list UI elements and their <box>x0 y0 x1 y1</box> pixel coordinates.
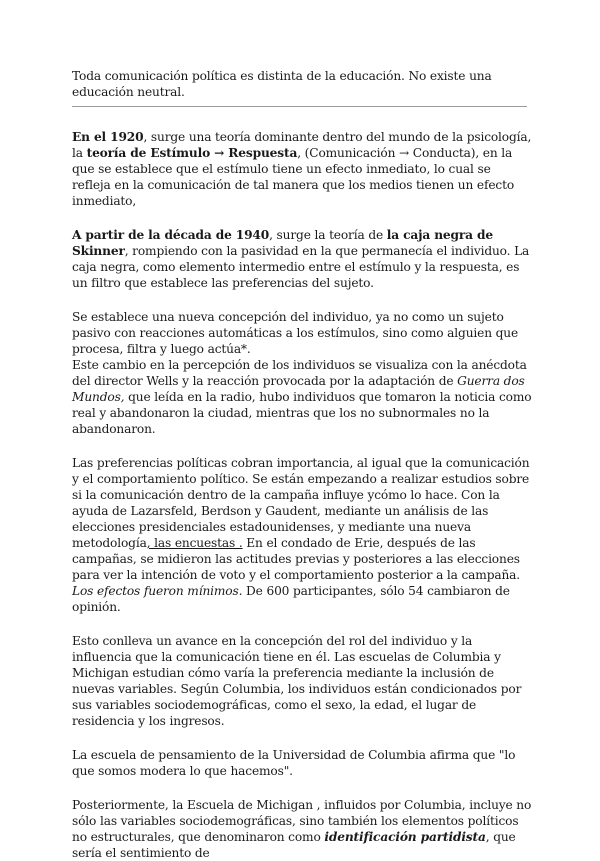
bold-black-box: la caja negra de Skinner <box>72 228 493 258</box>
paragraph-wells-anecdote: Este cambio en la percepción de los individuos se visualiza con la anécdota del director Wells y la reacción provocada por la adaptación de Guerra dos Mundos, que leída en la radio, hubo individuos que tomaron la noticia como real y abandonaron la ciudad, mientras que los no subnormales no la abandonaron. <box>72 358 532 436</box>
underlined-encuestas: , las encuestas . <box>146 536 243 550</box>
bold-italic-partisan-identification: identificación partidista <box>324 830 486 844</box>
bold-theory-stimulus: teoría de Estímulo → Respuesta <box>86 146 298 160</box>
bold-date-1940: A partir de la década de 1940 <box>72 228 270 242</box>
paragraph-1920: En el 1920, surge una teoría dominante dentro del mundo de la psicología, la teoría de Estímulo → Respuesta, (Comunicación → Conducta), en la que se establece que el estímulo tiene un efecto inmediato, lo cual se refleja en la comunicación de tal manera que los medios tienen un efecto inmediato, <box>72 130 532 208</box>
paragraph-michigan-school: Posteriormente, la Escuela de Michigan , influidos por Columbia, incluye no sólo las variables sociodemográficas, sino también los elementos políticos no estructurales, que denominaron como identificación partidista, que sería el sentimiento de <box>72 798 532 860</box>
document-page <box>72 68 532 861</box>
italic-guerra-mundos: Guerra dos Mundos, <box>72 374 525 404</box>
paragraph-columbia-michigan: Esto conlleva un avance en la concepción del rol del individuo y la influencia que la comunicación tiene en él. Las escuelas de Columbia y Michigan estudian cómo varía la preferencia mediante la inclusión de nuevas variables. Según Columbia, los individuos están condicionados por sus variables sociodemográficas, como el sexo, la edad, el lugar de residencia y los ingresos. <box>72 634 522 728</box>
paragraph-individual-concept: Se establece una nueva concepción del individuo, ya no como un sujeto pasivo con reacciones automáticas a los estímulos, sino como alguien que procesa, filtra y luego actúa*. <box>72 310 519 356</box>
bold-date-1920: En el 1920 <box>72 130 144 144</box>
intro-text: Toda comunicación política es distinta de la educación. No existe una educación neutral. <box>72 69 492 99</box>
paragraph-columbia-quote: La escuela de pensamiento de la Universidad de Columbia afirma que "lo que somos modera lo que hacemos". <box>72 748 516 778</box>
paragraph-political-preferences: Las preferencias políticas cobran importancia, al igual que la comunicación y el comportamiento político. Se están empezando a realizar estudios sobre si la comunicación dentro de la campaña influye ycómo lo hace. Con la ayuda de Lazarsfeld, Berdson y Gaudent, mediante un análisis de las elecciones presidenciales estadounidenses, y mediante una nueva metodología, las encuestas . En el condado de Erie, después de las campañas, se midieron las actitudes previas y posteriores a las elecciones para ver la intención de voto y el comportamiento posterior a la campaña. <box>72 456 530 582</box>
separator-line <box>72 106 527 107</box>
italic-minimal-effects: Los efectos fueron mínimos <box>72 584 239 598</box>
paragraph-minimal-effects: Los efectos fueron mínimos. De 600 participantes, sólo 54 cambiaron de opinión. <box>72 584 510 614</box>
paragraph-1940: A partir de la década de 1940, surge la teoría de la caja negra de Skinner, rompiendo con la pasividad en la que permanecía el individuo. La caja negra, como elemento intermedio entre el estímulo y la respuesta, es un filtro que establece las preferencias del sujeto. <box>72 228 530 290</box>
